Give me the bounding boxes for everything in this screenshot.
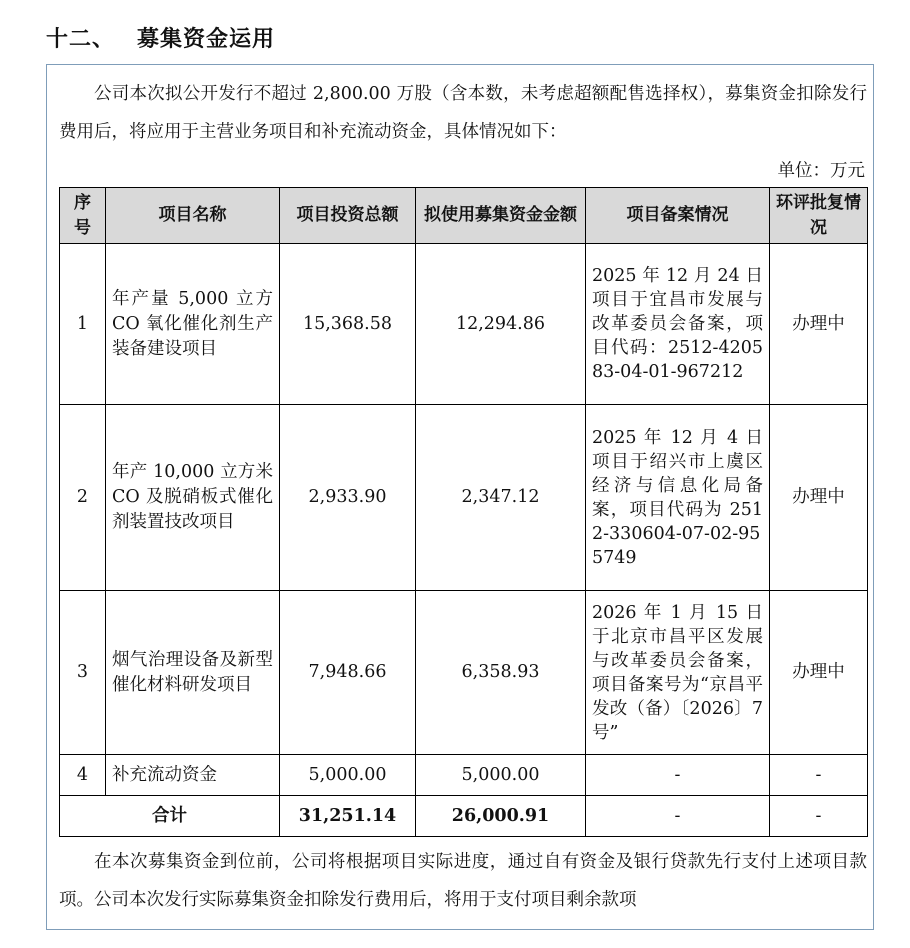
header-raise: 拟使用募集资金金额 [416, 188, 586, 244]
table-row [60, 591, 868, 755]
row-raise: 5,000.00 [416, 755, 586, 796]
total-record: - [586, 796, 770, 837]
table-total-row [60, 796, 868, 837]
row-invest: 15,368.58 [280, 244, 416, 405]
row-record: 2026 年 1 月 15 日于北京市昌平区发展与改革委员会备案，项目备案号为“京昌平发改（备）〔2026〕7 号” [586, 591, 770, 755]
content-frame [46, 64, 874, 930]
header-name: 项目名称 [106, 188, 280, 244]
section-title: 募集资金运用 [137, 27, 276, 52]
unit-label: 单位：万元 [777, 161, 865, 181]
outro-paragraph: 在本次募集资金到位前，公司将根据项目实际进度，通过自有资金及银行贷款先行支付上述项目款项。公司本次发行实际募集资金扣除发行费用后，将用于支付项目剩余款项 [59, 852, 867, 910]
table-header-row [60, 188, 868, 244]
header-record: 项目备案情况 [586, 188, 770, 244]
row-eia: 办理中 [770, 244, 868, 405]
row-record: 2025 年 12 月 24 日项目于宜昌市发展与改革委员会备案，项目代码：2512-420583-04-01-967212 [586, 244, 770, 405]
header-eia: 环评批复情况 [770, 188, 868, 244]
row-record: 2025 年 12 月 4 日项目于绍兴市上虞区经济与信息化局备案，项目代码为 2512-330604-07-02-955749 [586, 405, 770, 591]
row-no: 3 [60, 591, 106, 755]
row-eia: 办理中 [770, 405, 868, 591]
row-record: - [586, 755, 770, 796]
row-raise: 2,347.12 [416, 405, 586, 591]
row-invest: 5,000.00 [280, 755, 416, 796]
total-invest: 31,251.14 [280, 796, 416, 837]
fund-use-table [59, 187, 868, 837]
row-no: 2 [60, 405, 106, 591]
row-raise: 12,294.86 [416, 244, 586, 405]
total-raise: 26,000.91 [416, 796, 586, 837]
row-invest: 2,933.90 [280, 405, 416, 591]
row-invest: 7,948.66 [280, 591, 416, 755]
table-row [60, 755, 868, 796]
row-name: 补充流动资金 [106, 755, 280, 796]
row-eia: - [770, 755, 868, 796]
row-name: 烟气治理设备及新型催化材料研发项目 [106, 591, 280, 755]
total-label: 合计 [60, 796, 280, 837]
header-no: 序号 [60, 188, 106, 244]
header-invest: 项目投资总额 [280, 188, 416, 244]
intro-paragraph: 公司本次拟公开发行不超过 2,800.00 万股（含本数，未考虑超额配售选择权），募集资金扣除发行费用后，将应用于主营业务项目和补充流动资金，具体情况如下： [59, 84, 867, 142]
row-name: 年产量 5,000 立方 CO 氧化催化剂生产装备建设项目 [106, 244, 280, 405]
section-heading [46, 22, 275, 53]
total-eia: - [770, 796, 868, 837]
row-eia: 办理中 [770, 591, 868, 755]
table-row [60, 244, 868, 405]
row-no: 4 [60, 755, 106, 796]
row-name: 年产 10,000 立方米 CO 及脱硝板式催化剂装置技改项目 [106, 405, 280, 591]
table-row [60, 405, 868, 591]
section-number: 十二、 [46, 27, 116, 52]
row-raise: 6,358.93 [416, 591, 586, 755]
row-no: 1 [60, 244, 106, 405]
